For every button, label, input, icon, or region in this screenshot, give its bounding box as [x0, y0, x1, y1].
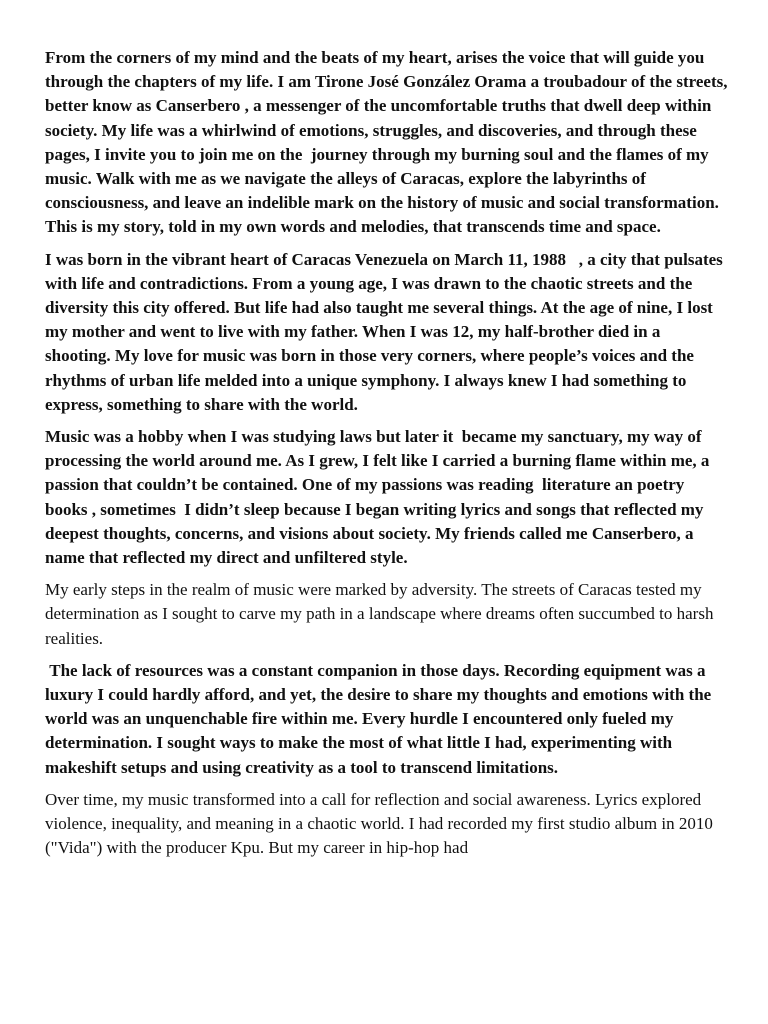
- paragraph-over-time: Over time, my music transformed into a call for reflection and social awareness. Lyrics explored violence, inequality, and meaning in a chaotic world. I had recorded my first studio album in 2010 ("Vida") with the producer Kpu. But my career in hip-hop had: [45, 789, 718, 858]
- document-page: [45, 46, 730, 869]
- paragraph-lack-of-resources: The lack of resources was a constant companion in those days. Recording equipment was a luxury I could hardly afford, and yet, the desire to share my thoughts and emotions with the world was an unquenchable fire within me. Every hurdle I encountered only fueled my determination. I sought ways to make the most of what little I had, experimenting with makeshift setups and using creativity as a tool to transcend limitations.: [45, 660, 716, 777]
- paragraph-music-hobby: Music was a hobby when I was studying laws but later it became my sanctuary, my way of processing the world around me. As I grew, I felt like I carried a burning flame within me, a passion that couldn’t be contained. One of my passions was reading literature an poetry books , sometimes I didn’t sleep because I began writing lyrics and songs that reflected my deepest thoughts, concerns, and visions about society. My friends called me Canserbero, a name that reflected my direct and unfiltered style.: [45, 427, 714, 568]
- paragraph-early-steps: My early steps in the realm of music were marked by adversity. The streets of Caracas tested my determination as I sought to carve my path in a landscape where dreams often succumbed to harsh realities.: [45, 580, 718, 648]
- paragraph-intro: From the corners of my mind and the beats of my heart, arises the voice that will guide you through the chapters of my life. I am Tirone José González Orama a troubadour of the streets, better know as Canserbero , a messenger of the uncomfortable truths that dwell deep within society. My life was a whirlwind of emotions, struggles, and discoveries, and through these pages, I invite you to join me on the journey through my burning soul and the flames of my music. Walk with me as we navigate the alleys of Caracas, explore the labyrinths of consciousness, and leave an indelible mark on the history of music and social transformation. This is my story, told in my own words and melodies, that transcends time and space.: [45, 48, 732, 237]
- paragraph-birth: I was born in the vibrant heart of Caracas Venezuela on March 11, 1988 , a city that pulsates with life and contradictions. From a young age, I was drawn to the chaotic streets and the diversity this city offered. But life had also taught me several things. At the age of nine, I lost my mother and went to live with my father. When I was 12, my half-brother died in a shooting. My love for music was born in those very corners, where people’s voices and the rhythms of urban life melded into a unique symphony. I always knew I had something to express, something to share with the world.: [45, 249, 728, 414]
